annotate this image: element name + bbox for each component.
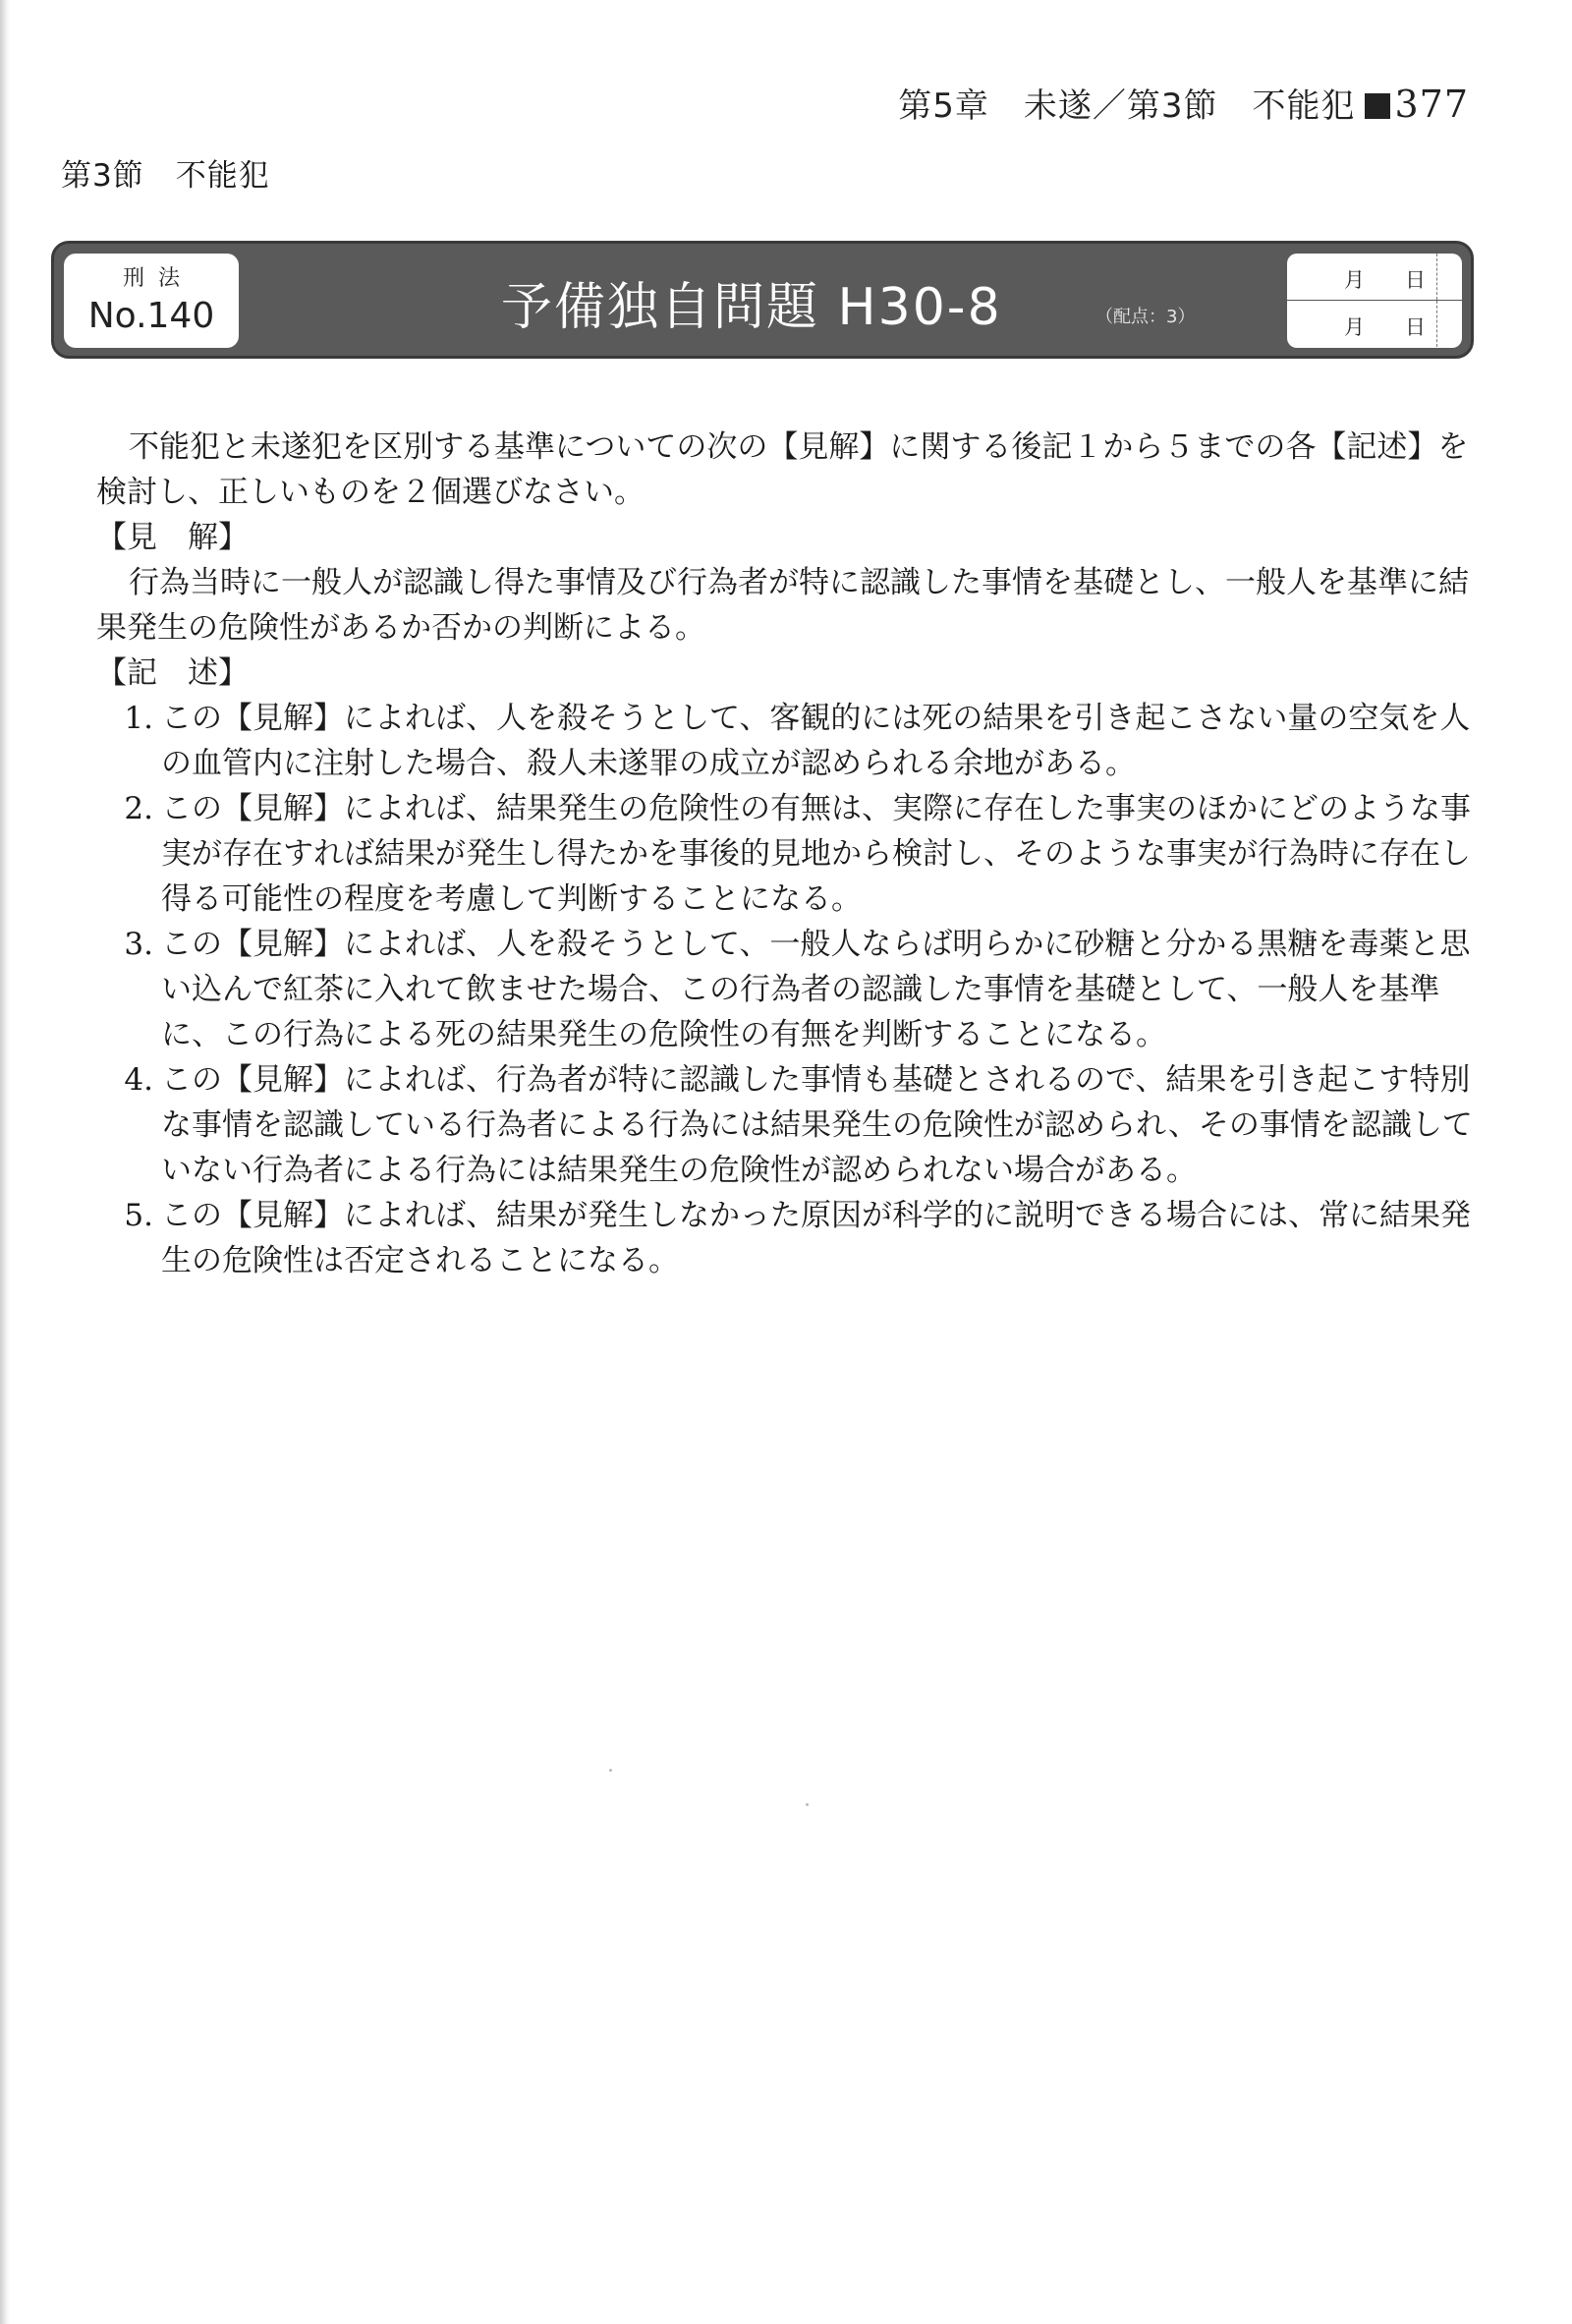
statement-list: [96, 696, 1474, 1283]
problem-banner: [51, 241, 1474, 359]
check-column-divider: [1436, 301, 1437, 347]
page-number: 377: [1394, 83, 1469, 126]
day-label: 日: [1405, 268, 1426, 292]
statement-text: この【見解】によれば、行為者が特に認識した事情も基礎とされるので、結果を引き起こす特別な事情を認識している行為者による行為には結果発生の危険性が認められ、その事情を認識していない行為者による行為には結果発生の危険性が認められない場合がある。: [161, 1062, 1473, 1188]
month-label: 月: [1344, 268, 1365, 292]
problem-number: No.140: [87, 296, 215, 336]
view-heading: 【見 解】: [96, 520, 249, 555]
month-label: 月: [1344, 315, 1365, 339]
page-binding-edge: [0, 0, 10, 2324]
day-label: 日: [1405, 315, 1426, 339]
check-column-divider: [1436, 254, 1437, 300]
statement-number: 2.: [124, 791, 153, 826]
view-text: 行為当時に一般人が認識し得た事情及び行為者が特に認識した事情を基礎とし、一般人を基準に結果発生の危険性があるか否かの判断による。: [96, 565, 1469, 646]
points-label: （配点：3）: [1095, 307, 1196, 327]
running-header: [898, 79, 1469, 127]
section-heading: 第3節 不能犯: [61, 158, 270, 194]
statement-item: [96, 696, 1474, 786]
statement-item: [96, 1057, 1474, 1193]
study-date-row: [1287, 254, 1462, 300]
problem-title: 予備独自問題 H30-8: [501, 278, 1002, 337]
statement-number: 1.: [124, 701, 153, 736]
statement-item: [96, 786, 1474, 922]
running-header-chapter: 第5章 未遂／第3節 不能犯: [898, 86, 1356, 126]
statement-number: 5.: [124, 1198, 153, 1233]
subject-label: 刑法: [122, 266, 194, 291]
statement-number: 4.: [124, 1062, 153, 1098]
problem-number-box: [64, 254, 239, 348]
statement-number: 3.: [124, 927, 153, 962]
statement-text: この【見解】によれば、結果発生の危険性の有無は、実際に存在した事実のほかにどのような事実が存在すれば結果が発生し得たかを事後的見地から検討し、そのような事実が行為時に存在し得る可能性の程度を考慮して判断することになる。: [161, 791, 1471, 917]
paper-speck: [609, 1769, 612, 1772]
statement-text: この【見解】によれば、結果が発生しなかった原因が科学的に説明できる場合には、常に結果発生の危険性は否定されることになる。: [161, 1198, 1471, 1278]
statement-item: [96, 1193, 1474, 1283]
study-date-box: [1287, 254, 1462, 348]
study-date-row: [1287, 300, 1462, 346]
square-bullet-icon: [1365, 93, 1390, 119]
question-body: [96, 425, 1474, 1283]
statement-text: この【見解】によれば、人を殺そうとして、客観的には死の結果を引き起こさない量の空気を人の血管内に注射した場合、殺人未遂罪の成立が認められる余地がある。: [161, 701, 1471, 781]
statements-heading: 【記 述】: [96, 655, 249, 691]
statement-text: この【見解】によれば、人を殺そうとして、一般人ならば明らかに砂糖と分かる黒糖を毒薬と思い込んで紅茶に入れて飲ませた場合、この行為者の認識した事情を基礎として、一般人を基準に、この行為による死の結果発生の危険性の有無を判断することになる。: [161, 927, 1471, 1052]
question-intro: 不能犯と未遂犯を区別する基準についての次の【見解】に関する後記１から５までの各【記述】を検討し、正しいものを２個選びなさい。: [96, 429, 1469, 510]
paper-speck: [806, 1803, 809, 1806]
statement-item: [96, 922, 1474, 1057]
